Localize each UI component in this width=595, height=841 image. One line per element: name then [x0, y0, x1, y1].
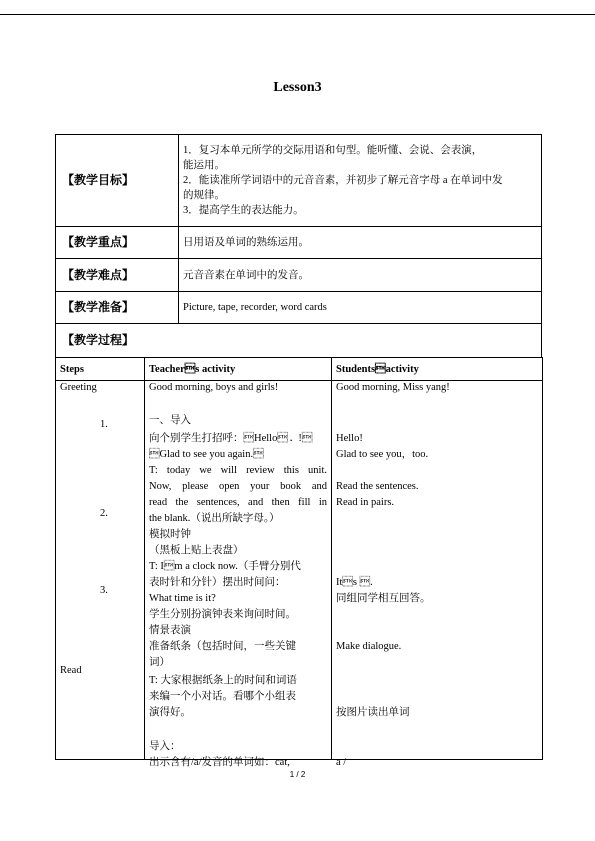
teacher-activity-line: T: today we will review this unit. [149, 465, 327, 476]
steps-header: Steps [56, 358, 145, 381]
objectives-label: 【教学目标】 [56, 135, 179, 227]
teacher-activity-line: read the sentences, and then fill in [149, 497, 327, 508]
teacher-activity-line: the blank.（说出所缺字母。） [149, 513, 280, 524]
students-activity-column [336, 381, 538, 768]
page-number: 1 / 2 [289, 770, 306, 779]
students-activity-line: Glad to see you，too. [336, 449, 429, 460]
objectives-content [179, 135, 542, 227]
process-header-row [56, 358, 543, 381]
teacher-activity-line: （黑板上贴上表盘） [149, 545, 244, 556]
step-number: 2. [100, 508, 108, 519]
students-activity-line: a / [336, 757, 347, 768]
teacher-activity-line: 学生分别扮演钟表来询问时间。 [149, 609, 296, 620]
teacher-activity-line: 词） [149, 657, 170, 668]
difficult-points-label: 【教学难点】 [56, 259, 179, 292]
difficult-points-row [56, 259, 542, 292]
step-label: Read [60, 665, 82, 676]
students-activity-line: Its . [336, 577, 373, 588]
objectives-line: 3．提高学生的表达能力。 [183, 205, 304, 216]
teacher-activity-line: Now, please open your book and [149, 481, 327, 492]
objectives-line: 的规律。 [183, 190, 225, 201]
teacher-activity-line: 导入： [149, 741, 181, 752]
process-heading: 【教学过程】 [56, 324, 542, 358]
objectives-line: 2．能读准所学词语中的元音音素，并初步了解元音字母 a 在单词中发 [183, 175, 503, 186]
teacher-activity-line: Glad to see you again. [149, 449, 264, 460]
teacher-activity-column [149, 381, 327, 768]
objectives-line: 能运用。 [183, 160, 225, 171]
objectives-line: 1．复习本单元所学的交际用语和句型。能听懂、会说、会表演， [183, 145, 483, 156]
teacher-activity-line: 演得好。 [149, 707, 191, 718]
teacher-activity-line: 一、导入 [149, 415, 191, 426]
lesson-info-table [55, 134, 542, 358]
teaching-process-table [55, 357, 543, 768]
page-title: Lesson3 [273, 80, 322, 95]
students-activity-line: 按图片读出单词 [336, 707, 410, 718]
teacher-activity-line: 表时针和分针）摆出时间问： [149, 577, 286, 588]
teacher-activity-line: 向个别学生打招呼：Hello．! [149, 433, 313, 444]
students-activity-line: 同组同学相互回答。 [336, 593, 431, 604]
teacher-activity-line: 出示含有/a/发音的单词如：cat, [149, 757, 290, 768]
teacher-activity-header: Teachers activity [145, 358, 332, 381]
preparation-value: Picture, tape, recorder, word cards [179, 292, 542, 324]
preparation-row [56, 292, 542, 324]
students-activity-line: Good morning, Miss yang! [336, 382, 450, 393]
teacher-activity-line: 准备纸条（包括时间，一些关键 [149, 641, 296, 652]
teacher-activity-line: 来编一个小对话。看哪个小组表 [149, 691, 296, 702]
teacher-activity-line: 情景表演 [149, 625, 191, 636]
teacher-activity-line: T: Im a clock now.（手臂分别代 [149, 561, 301, 572]
preparation-label: 【教学准备】 [56, 292, 179, 324]
students-activity-line: Read in pairs. [336, 497, 395, 508]
students-activity-header: Studentsactivity [332, 358, 543, 381]
steps-column [60, 381, 140, 759]
objectives-row [56, 135, 542, 227]
process-body-row [56, 381, 543, 760]
header-rule [0, 14, 595, 15]
students-activity-line: Make dialogue. [336, 641, 402, 652]
key-points-row [56, 227, 542, 259]
difficult-points-value: 元音音素在单词中的发音。 [179, 259, 542, 292]
step-label: Greeting [60, 382, 97, 393]
teacher-activity-line: 模拟时钟 [149, 529, 191, 540]
key-points-label: 【教学重点】 [56, 227, 179, 259]
key-points-value: 日用语及单词的熟练运用。 [179, 227, 542, 259]
teacher-activity-line: Good morning, boys and girls! [149, 382, 279, 393]
students-activity-line: Hello! [336, 433, 363, 444]
students-activity-line: Read the sentences. [336, 481, 419, 492]
process-heading-row [56, 324, 542, 358]
teacher-activity-line: What time is it? [149, 593, 216, 604]
step-number: 1. [100, 419, 108, 430]
teacher-activity-line: T: 大家根据纸条上的时间和词语 [149, 675, 297, 686]
step-number: 3. [100, 585, 108, 596]
